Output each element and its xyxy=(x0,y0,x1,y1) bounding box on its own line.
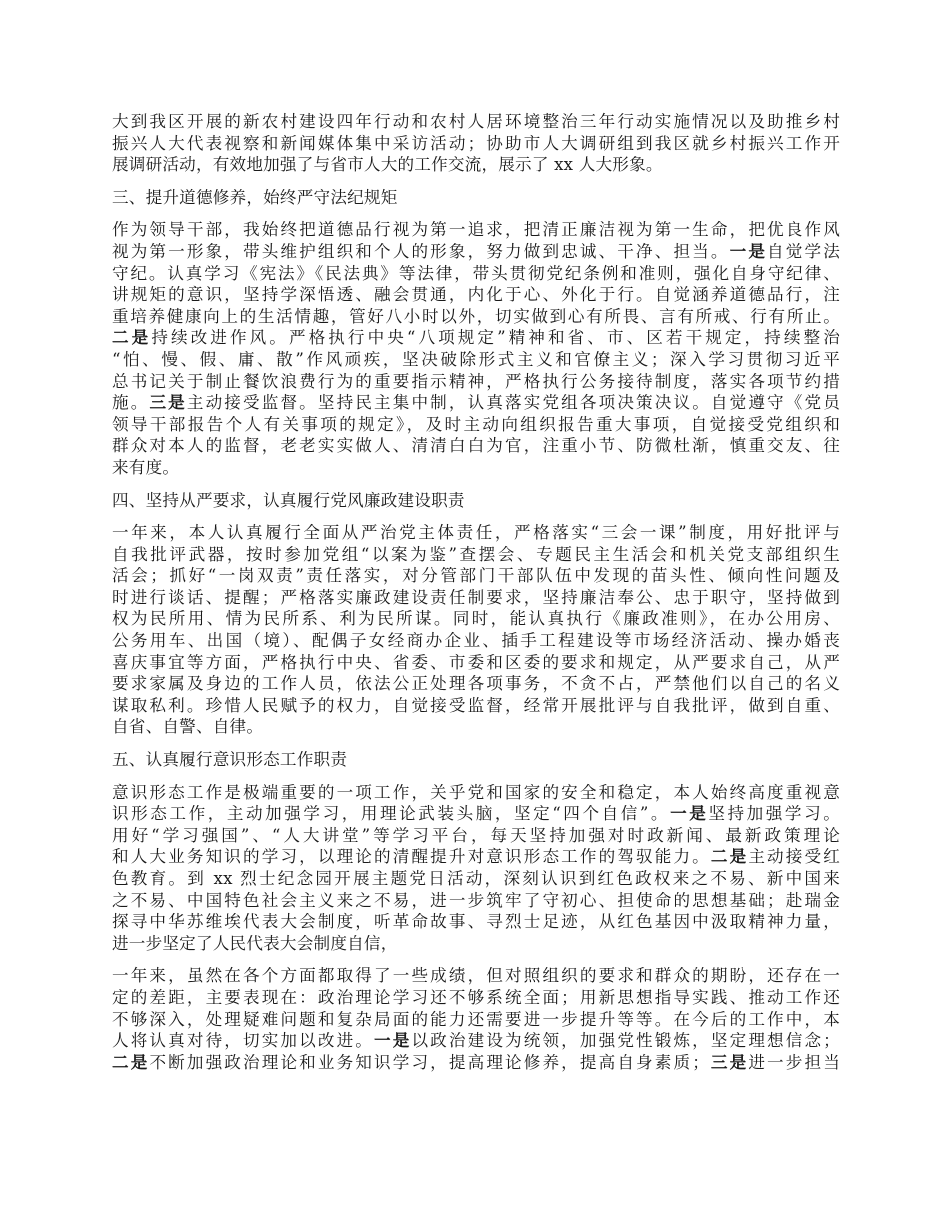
text-line: 三、提升道德修养，始终严守法纪规矩 xyxy=(112,187,398,207)
text-line: 二是持续改进作风。严格执行中央“八项规定”精神和省、市、区若干规定，持续整治 xyxy=(112,327,840,348)
text-line: 五、认真履行意识形态工作职责 xyxy=(112,750,348,770)
section-heading xyxy=(112,490,840,512)
text-line: 进一步坚定了人民代表大会制度自信， xyxy=(112,933,398,953)
text-line: 要求家属及身边的工作人员，依法公正处理各项事务，不贪不占，严禁他们以自己的名义 xyxy=(112,674,840,694)
text-line: 谋取私利。珍惜人民赋予的权力，自觉接受监督，经常开展批评与自我批评，做到自重、 xyxy=(112,695,840,715)
text-line: 一年来，虽然在各个方面都取得了一些成绩，但对照组织的要求和群众的期盼，还存在一 xyxy=(112,966,840,986)
emphasis-ordinal: 一是 xyxy=(670,803,709,824)
text-line: 二是不断加强政治理论和业务知识学习，提高理论修养，提高自身素质；三是进一步担当 xyxy=(112,1051,840,1072)
emphasis-ordinal: 一是 xyxy=(729,240,768,261)
emphasis-ordinal: 二是 xyxy=(112,1051,150,1072)
text-line: 用好“学习强国”、“人大讲堂”等学习平台，每天坚持加强对时政新闻、最新政策理论 xyxy=(112,825,840,845)
text-line: 一年来，本人认真履行全面从严治党主体责任，严格落实“三会一课”制度，用好批评与 xyxy=(112,523,840,543)
text-line: 和人大业务知识的学习，以理论的清醒提升对意识形态工作的驾驭能力。二是主动接受红 xyxy=(112,846,840,867)
text-line: 活会；抓好“一岗双责”责任落实，对分管部门干部队伍中发现的苗头性、倾向性问题及 xyxy=(112,566,840,586)
text-line: 领导干部报告个人有关事项的规定》，及时主动向组织报告重大事项，自觉接受党组织和 xyxy=(112,414,840,434)
text-line: 守纪。认真学习《宪法》《民法典》等法律，带头贯彻党纪条例和准则，强化自身守纪律、 xyxy=(112,263,840,283)
text-line: 四、坚持从严要求，认真履行党风廉政建设职责 xyxy=(112,490,465,510)
text-line: 施。三是主动接受监督。坚持民主集中制，认真落实党组各项决策决议。自觉遵守《党员 xyxy=(112,392,840,413)
document-page xyxy=(112,111,840,1084)
text-line: 振兴人大代表视察和新闻媒体集中采访活动；协助市人大调研组到我区就乡村振兴工作开 xyxy=(112,133,840,153)
text-line: 自省、自警、自律。 xyxy=(112,717,264,737)
text-line: 重培养健康向上的生活情趣，管好八小时以外，切实做到心有所畏、言有所戒、行有所止。 xyxy=(112,306,840,326)
emphasis-ordinal: 三是 xyxy=(149,392,187,413)
text-line: 探寻中华苏维埃代表大会制度，听革命故事、寻烈士足迹，从红色基因中汲取精神力量， xyxy=(112,912,840,932)
text-line: 不够深入，处理疑难问题和复杂局面的能力还需要进一步提升等等。在今后的工作中，本 xyxy=(112,1009,840,1029)
body-paragraph xyxy=(112,782,840,955)
text-line: 识形态工作，主动加强学习，用理论武装头脑，坚定“四个自信”。一是坚持加强学习。 xyxy=(112,803,841,824)
text-line: 作为领导干部，我始终把道德品行视为第一追求，把清正廉洁视为第一生命，把优良作风 xyxy=(112,220,840,240)
text-line: 时进行谈话、提醒；严格落实廉政建设责任制要求，坚持廉洁奉公、忠于职守，坚持做到 xyxy=(112,587,840,607)
text-line: 定的差距，主要表现在：政治理论学习还不够系统全面；用新思想指导实践、推动工作还 xyxy=(112,987,840,1007)
text-line: “怕、慢、假、庸、散”作风顽疾，坚决破除形式主义和官僚主义；深入学习贯彻习近平 xyxy=(112,349,840,369)
text-line: 公务用车、出国（境）、配偶子女经商办企业、插手工程建设等市场经济活动、操办婚丧 xyxy=(112,631,840,651)
body-paragraph xyxy=(112,522,840,738)
text-line: 大到我区开展的新农村建设四年行动和农村人居环境整治三年行动实施情况以及助推乡村 xyxy=(112,112,840,131)
text-line: 人将认真对待，切实加以改进。一是以政治建设为统领，加强党性锻炼，坚定理想信念； xyxy=(112,1030,840,1051)
text-line: 意识形态工作是极端重要的一项工作，关乎党和国家的安全和稳定，本人始终高度重视意 xyxy=(112,782,840,802)
body-paragraph xyxy=(112,965,840,1073)
emphasis-ordinal: 二是 xyxy=(710,846,749,867)
text-line: 总书记关于制止餐饮浪费行为的重要指示精神，严格执行公务接待制度，落实各项节约措 xyxy=(112,371,840,391)
section-heading xyxy=(112,187,840,209)
emphasis-ordinal: 二是 xyxy=(112,327,152,348)
body-paragraph xyxy=(112,219,840,478)
text-line: 群众对本人的监督，老老实实做人、清清白白为官，注重小节、防微杜渐，慎重交友、往 xyxy=(112,436,840,456)
text-line: 讲规矩的意识，坚持学深悟透、融会贯通，内化于心、外化于行。自觉涵养道德品行，注 xyxy=(112,285,840,305)
body-paragraph xyxy=(112,111,840,176)
text-line: 色教育。到 xx 烈士纪念园开展主题党日活动，深刻认识到红色政权来之不易、新中国来 xyxy=(112,869,840,888)
text-line: 喜庆事宜等方面，严格执行中央、省委、市委和区委的要求和规定，从严要求自己，从严 xyxy=(112,652,840,672)
text-line: 展调研活动，有效地加强了与省市人大的工作交流，展示了 xx 人大形象。 xyxy=(112,155,663,175)
emphasis-ordinal: 一是 xyxy=(374,1030,412,1051)
text-line: 自我批评武器，按时参加党组“以案为鉴”查摆会、专题民主生活会和机关党支部组织生 xyxy=(112,544,840,564)
text-line: 来有度。 xyxy=(112,457,180,477)
text-line: 权为民所用、情为民所系、利为民所谋。同时，能认真执行《廉政准则》，在办公用房、 xyxy=(112,609,840,629)
text-line: 之不易、中国特色社会主义来之不易，进一步筑牢了守初心、担使命的思想基础；赴瑞金 xyxy=(112,890,840,910)
section-heading xyxy=(112,749,840,771)
emphasis-ordinal: 三是 xyxy=(708,1051,749,1072)
text-line: 视为第一形象，带头维护组织和个人的形象，努力做到忠诚、干净、担当。一是自觉学法 xyxy=(112,240,840,261)
